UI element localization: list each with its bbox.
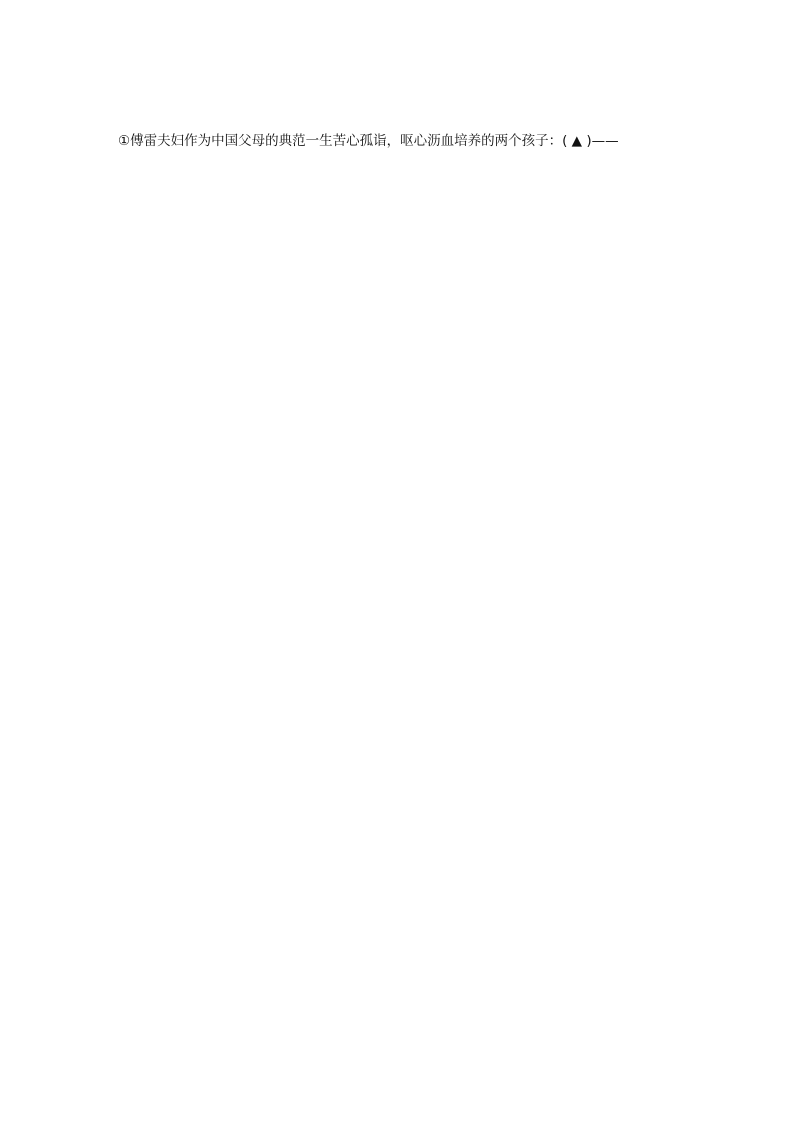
text-line: ①傅雷夫妇作为中国父母的典范一生苦心孤诣，呕心沥血培养的两个孩子：( ▲ )—— (118, 133, 619, 149)
